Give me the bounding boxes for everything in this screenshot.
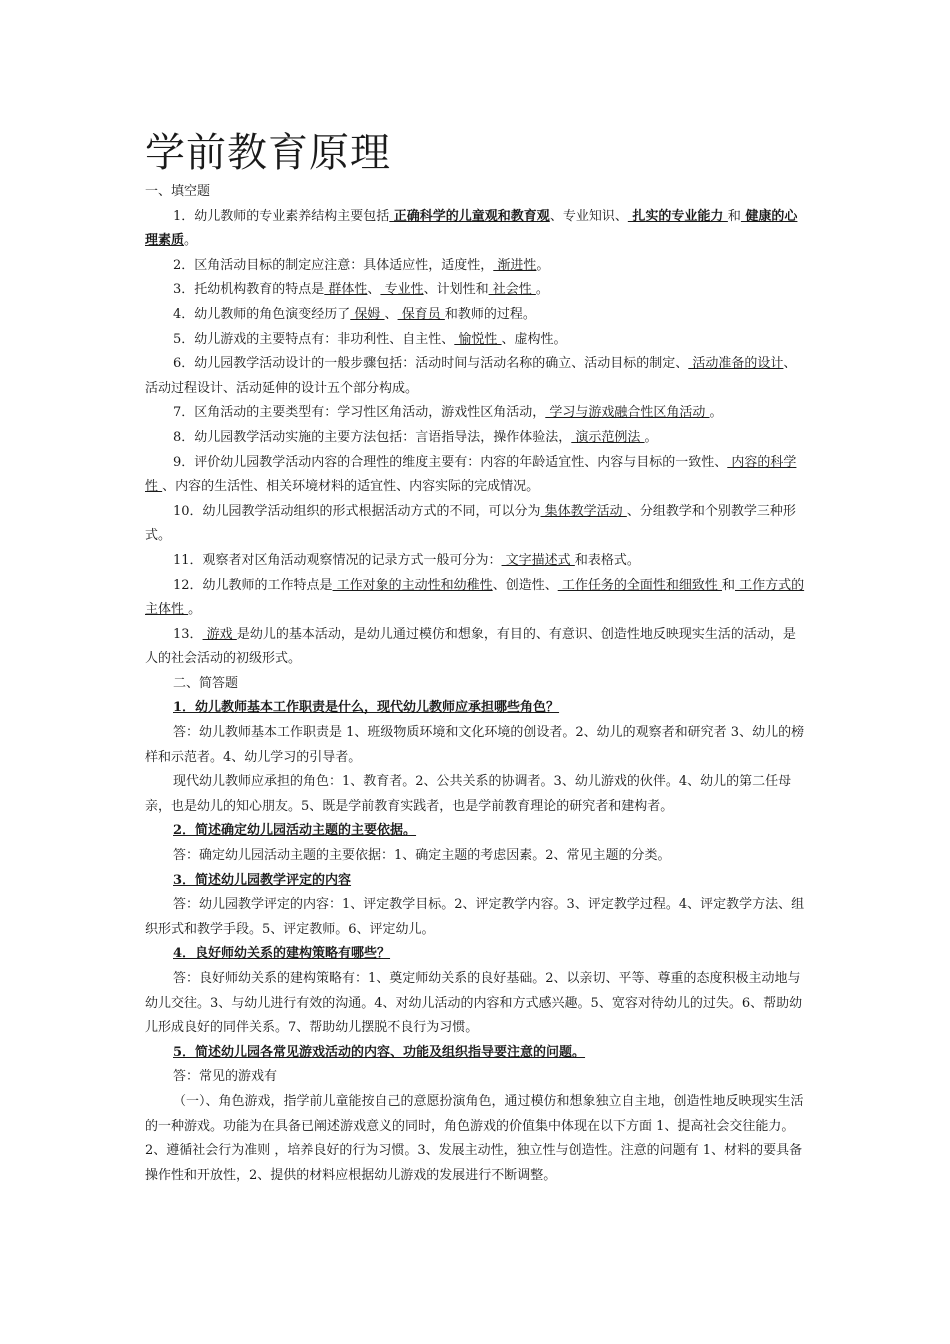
- short-answer-question: 5．简述幼儿园各常见游戏活动的内容、功能及组织指导要注意的问题。: [173, 1044, 586, 1060]
- question-text: 6．幼儿园教学活动设计的一般步骤包括：活动时间与活动名称的确立、活动目标的制定、: [173, 356, 689, 372]
- question-text: 1．幼儿教师的专业素养结构主要包括: [173, 208, 390, 224]
- question-text: 、: [367, 282, 381, 298]
- answer-blank: 愉悦性: [454, 331, 502, 347]
- question-text: 10．幼儿园教学活动组织的形式根据活动方式的不同，可以分为: [173, 503, 541, 519]
- answer-blank: 群体性: [324, 282, 368, 298]
- question-text: 13．: [173, 626, 203, 642]
- answer-blank: 保育员: [397, 306, 445, 322]
- question-text: 、内容的生活性、相关环境材料的适宜性、内容实际的完成情况。: [162, 479, 540, 495]
- question-text: 和教师的过程。: [444, 306, 536, 322]
- answer-blank: 工作任务的全面性和细致性: [557, 577, 722, 593]
- question-text: 。: [184, 233, 198, 249]
- fill-blank-item: [145, 574, 805, 623]
- short-answer-question: 4．良好师幼关系的建构策略有哪些？: [173, 946, 391, 962]
- question-text: 12．幼儿教师的工作特点是: [173, 577, 333, 593]
- answer-blank: 游戏: [202, 626, 237, 642]
- question-text: 。: [644, 429, 658, 445]
- question-text: 、分组教学和个别教学三种形式。: [145, 503, 796, 544]
- question-text: 和表格式。: [574, 552, 640, 568]
- question-text: 、创造性、: [492, 577, 558, 593]
- question-text: 、虚构性。: [501, 331, 567, 347]
- answer-blank: 渐进性: [493, 257, 537, 273]
- document-body: [145, 128, 805, 1188]
- fill-blank-item: [145, 451, 805, 500]
- question-text: 9．评价幼儿园教学活动内容的合理性的维度主要有：内容的年龄适宜性、内容与目标的一致性、: [173, 454, 728, 470]
- short-answer-list: [145, 696, 805, 1188]
- question-text: 。: [709, 405, 723, 421]
- fill-blank-item: [145, 500, 805, 549]
- answer-blank: 工作对象的主动性和幼稚性: [332, 577, 493, 593]
- answer-blank: 正确科学的儿童观和教育观: [389, 208, 550, 224]
- fill-blank-item: [145, 278, 805, 303]
- fill-blank-item: [145, 401, 805, 426]
- answer-blank: 文字描述式: [501, 552, 575, 568]
- fill-blank-item: [145, 426, 805, 451]
- short-answer-question: 3．简述幼儿园教学评定的内容: [173, 872, 352, 888]
- question-text: 是幼儿的基本活动，是幼儿通过模仿和想象，有目的、有意识、创造性地反映现实生活的活动，是人的社会活动的初级形式。: [145, 626, 796, 667]
- question-text: 11．观察者对区角活动观察情况的记录方式一般可分为：: [173, 552, 502, 568]
- answer-blank: 扎实的专业能力: [627, 208, 728, 224]
- short-answer-text: 答：常见的游戏有: [173, 1069, 278, 1085]
- short-answer-text: 现代幼儿教师应承担的角色：1、教育者。2、公共关系的协调者。3、幼儿游戏的伙伴。4、幼儿的第二任母亲，也是幼儿的知心朋友。5、既是学前教育实践者，也是学前教育理论的研究者和建构者。: [145, 774, 792, 814]
- section-heading-short-answer: 二、简答题: [173, 675, 239, 691]
- question-text: 。: [536, 257, 550, 273]
- short-answer-text: 答：幼儿园教学评定的内容：1、评定教学目标。2、评定教学内容。3、评定教学过程。4、评定教学方法、组织形式和教学手段。5、评定教师。6、评定幼儿。: [145, 897, 805, 937]
- answer-blank: 保姆: [350, 306, 385, 322]
- question-text: 。: [535, 282, 549, 298]
- short-answer-text: 答：幼儿教师基本工作职责是 1、班级物质环境和文化环境的创设者。2、幼儿的观察者和研究者 3、幼儿的榜样和示范者。4、幼儿学习的引导者。: [145, 725, 805, 765]
- document-title: 学前教育原理: [145, 130, 391, 176]
- fill-blank-item: [145, 303, 805, 328]
- question-text: 8．幼儿园教学活动实施的主要方法包括：言语指导法，操作体验法，: [173, 429, 572, 445]
- answer-blank: 学习与游戏融合性区角活动: [545, 405, 710, 421]
- answer-blank: 社会性: [488, 282, 536, 298]
- short-answer-question: 2．简述确定幼儿园活动主题的主要依据。: [173, 823, 417, 839]
- fill-blank-item: [145, 328, 805, 353]
- question-text: 和: [721, 577, 735, 593]
- section-heading-fill: 一、填空题: [145, 184, 211, 199]
- question-text: 2．区角活动目标的制定应注意：具体适应性，适度性，: [173, 257, 494, 273]
- question-text: 3．托幼机构教育的特点是: [173, 282, 325, 298]
- fill-blank-item: [145, 623, 805, 672]
- short-answer-text: （一）、角色游戏，指学前儿童能按自己的意愿扮演角色，通过模仿和想象独立自主地，创造性地反映现实生活的一种游戏。功能为在具备已阐述游戏意义的同时，角色游戏的价值集中体现在以下方面 1、提高社会交往能力。2、遵循社会行为准则 ，培养良好的行为习惯。3、发展主动性，独立性与创造性。注意的问题有 1、材料的要具备操作性和开放性，2、提供的材料应根据幼儿游戏的发展进行不断调整。: [145, 1093, 804, 1183]
- answer-blank: 演示范例法: [571, 429, 645, 445]
- fill-blank-item: [145, 205, 805, 254]
- question-text: 4．幼儿教师的角色演变经历了: [173, 306, 351, 322]
- question-text: 。: [188, 602, 202, 618]
- short-answer-question: 1．幼儿教师基本工作职责是什么，现代幼儿教师应承担哪些角色？: [173, 700, 560, 716]
- question-text: 、专业知识、: [549, 208, 628, 224]
- answer-blank: 工作方式的主体性: [145, 577, 805, 618]
- short-answer-text: 答：良好师幼关系的建构策略有：1、奠定师幼关系的良好基础。2、以亲切、平等、尊重的态度积极主动地与幼儿交往。3、与幼儿进行有效的沟通。4、对幼儿活动的内容和方式感兴趣。5、宽容对待幼儿的过失。6、帮助幼儿形成良好的同伴关系。7、帮助幼儿摆脱不良行为习惯。: [145, 971, 803, 1036]
- fill-blank-list: [145, 205, 805, 672]
- question-text: 、: [384, 306, 398, 322]
- question-text: 、活动过程设计、活动延伸的设计五个部分构成。: [145, 356, 797, 396]
- short-answer-text: 答：确定幼儿园活动主题的主要依据：1、确定主题的考虑因素。2、常见主题的分类。: [173, 848, 671, 864]
- answer-blank: 活动准备的设计: [688, 356, 784, 372]
- question-text: 和: [727, 208, 741, 224]
- fill-blank-item: [145, 549, 805, 574]
- fill-blank-item: [145, 254, 805, 279]
- question-text: 7．区角活动的主要类型有：学习性区角活动，游戏性区角活动，: [173, 405, 546, 421]
- answer-blank: 内容的科学性: [145, 454, 797, 495]
- answer-blank: 集体教学活动: [540, 503, 627, 519]
- question-text: 、计划性和: [423, 282, 489, 298]
- fill-blank-item: [145, 352, 805, 401]
- answer-blank: 健康的心理素质: [145, 208, 798, 249]
- question-text: 5．幼儿游戏的主要特点有：非功利性、自主性、: [173, 331, 455, 347]
- answer-blank: 专业性: [380, 282, 424, 298]
